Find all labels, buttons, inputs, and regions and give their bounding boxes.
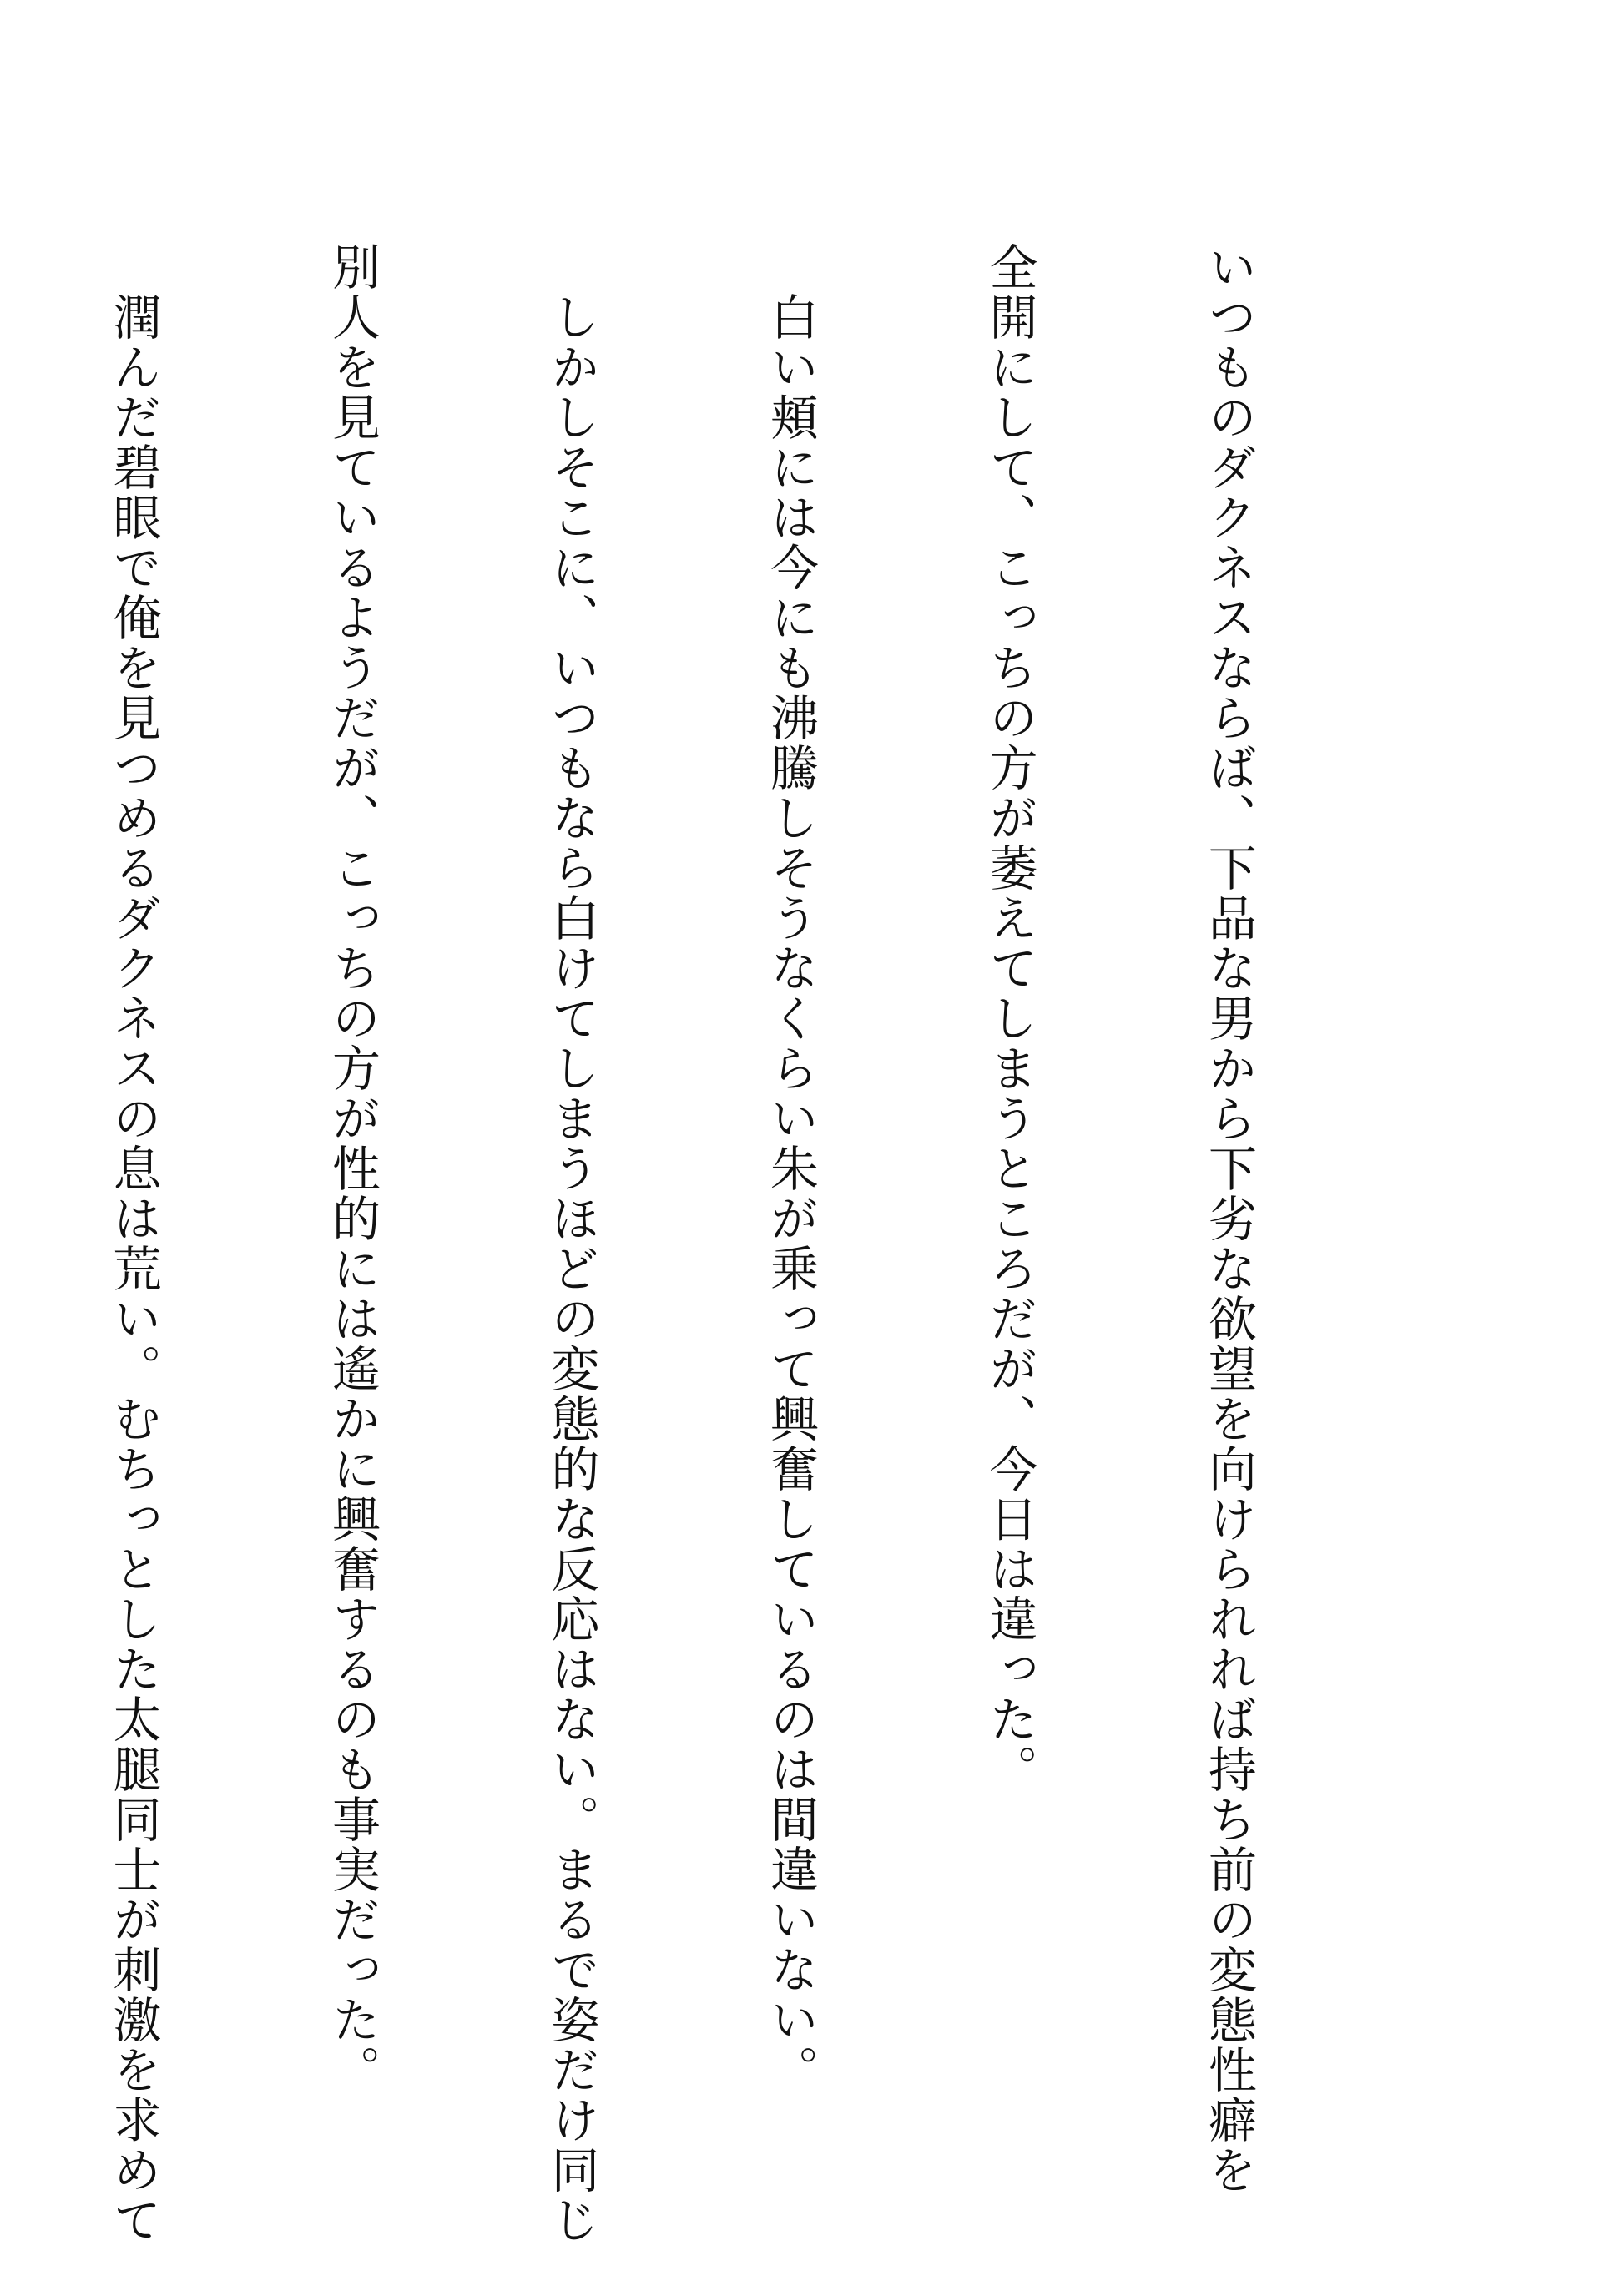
text-line-2: 全開にして、こっちの方が萎えてしまうところだが、今日は違った。 [981,242,1038,1794]
text-line-1: いつものダクネスならば、下品な男から下劣な欲望を向けられれば持ち前の変態性癖を [1200,242,1257,2195]
text-line-5: 別人を見ているようだが、こっちの方が性的には遙かに興奮するのも事実だった。 [324,242,381,2095]
text-line-6: 潤んだ碧眼で俺を見つめるダクネスの息は荒い。むちっとした太腿同士が刺激を求めて [104,242,162,2245]
text-line-3: 白い頬には今にも沸騰しそうなくらい朱が乗って興奮しているのは間違いない。 [762,242,819,2095]
text-line-4: しかしそこに、いつもなら白けてしまうほどの変態的な反応はない。まるで姿だけ同じ [543,242,600,2245]
vertical-body-text [104,242,1411,2245]
